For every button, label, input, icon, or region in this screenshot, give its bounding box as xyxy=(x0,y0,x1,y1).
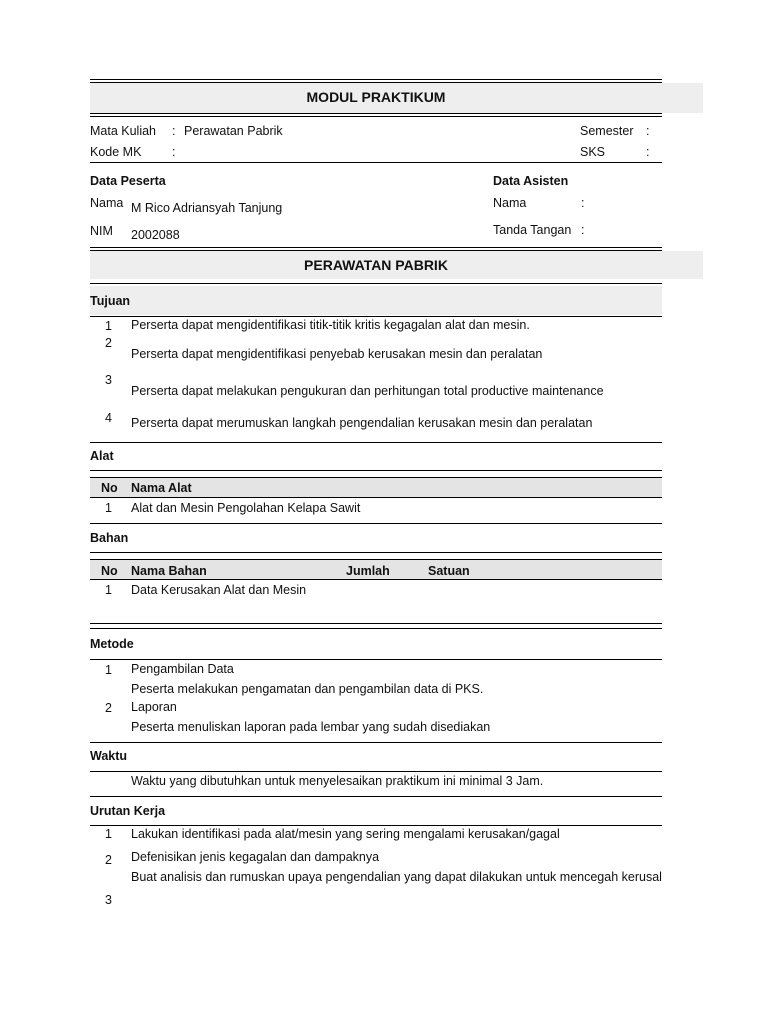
alat-col-nama: Nama Alat xyxy=(131,481,192,495)
bahan-rule-top xyxy=(90,523,662,524)
table-row-no: 1 xyxy=(105,501,112,515)
tujuan-number: 1 xyxy=(105,319,112,333)
tujuan-number: 4 xyxy=(105,411,112,425)
colon: : xyxy=(646,124,650,138)
metode-title: Laporan xyxy=(131,700,177,714)
nim-value: 2002088 xyxy=(131,228,180,242)
urutan-heading: Urutan Kerja xyxy=(90,804,166,818)
metode-number: 2 xyxy=(105,701,112,715)
urutan-number: 2 xyxy=(105,853,112,867)
section-rule-2 xyxy=(90,250,662,251)
urutan-number: 1 xyxy=(105,827,112,841)
waktu-heading: Waktu xyxy=(90,749,128,763)
colon: : xyxy=(646,145,650,159)
metode-rule-top xyxy=(90,623,662,624)
info-rule xyxy=(90,162,662,163)
nama-label: Nama xyxy=(90,196,124,210)
tujuan-item: Perserta dapat melakukan pengukuran dan perhitungan total productive maintenance xyxy=(131,384,604,398)
title-rule-2 xyxy=(90,116,662,117)
colon: : xyxy=(172,124,176,138)
data-peserta-heading: Data Peserta xyxy=(90,174,166,188)
nama-value: M Rico Adriansyah Tanjung xyxy=(131,201,283,215)
top-rule xyxy=(90,79,662,80)
colon: : xyxy=(581,223,585,237)
bahan-col-no: No xyxy=(101,564,118,578)
urutan-rule xyxy=(90,825,662,826)
tujuan-number: 3 xyxy=(105,373,112,387)
colon: : xyxy=(172,145,176,159)
bahan-heading: Bahan xyxy=(90,531,129,545)
mata-kuliah-value: Perawatan Pabrik xyxy=(184,124,283,138)
tujuan-rule xyxy=(90,316,662,317)
title-rule xyxy=(90,113,662,114)
data-asisten-heading: Data Asisten xyxy=(493,174,569,188)
section-title: PERAWATAN PABRIK xyxy=(304,257,448,273)
section-rule-3 xyxy=(90,283,662,284)
section-rule xyxy=(90,247,662,248)
bahan-table-rule xyxy=(90,579,662,580)
urutan-item: Defenisikan jenis kegagalan dan dampaknya xyxy=(131,850,380,864)
bahan-col-nama: Nama Bahan xyxy=(131,564,207,578)
tujuan-item: Perserta dapat mengidentifikasi titik-titik kritis kegagalan alat dan mesin. xyxy=(131,318,530,332)
tujuan-heading: Tujuan xyxy=(90,294,131,308)
table-row-nama: Alat dan Mesin Pengolahan Kelapa Sawit xyxy=(131,501,361,515)
top-rule-2 xyxy=(90,82,662,83)
bahan-rule xyxy=(90,552,662,553)
bahan-col-jumlah: Jumlah xyxy=(346,564,390,578)
urutan-item: Lakukan identifikasi pada alat/mesin yang sering mengalami kerusakan/gagal xyxy=(131,827,560,841)
colon: : xyxy=(581,196,585,210)
mata-kuliah-label: Mata Kuliah xyxy=(90,124,157,138)
metode-desc: Peserta melakukan pengamatan dan pengambilan data di PKS. xyxy=(131,682,484,696)
metode-rule xyxy=(90,659,662,660)
alat-table-rule xyxy=(90,497,662,498)
alat-rule-top xyxy=(90,442,662,443)
waktu-rule xyxy=(90,771,662,772)
table-row-no: 1 xyxy=(105,583,112,597)
metode-number: 1 xyxy=(105,663,112,677)
tujuan-item: Perserta dapat mengidentifikasi penyebab kerusakan mesin dan peralatan xyxy=(131,347,543,361)
urutan-item: Buat analisis dan rumuskan upaya pengendalian yang dapat dilakukan untuk mencegah kerusal xyxy=(131,870,662,884)
tujuan-number: 2 xyxy=(105,336,112,350)
tujuan-item: Perserta dapat merumuskan langkah pengendalian kerusakan mesin dan peralatan xyxy=(131,416,593,430)
urutan-rule-top xyxy=(90,796,662,797)
metode-title: Pengambilan Data xyxy=(131,662,234,676)
nim-label: NIM xyxy=(90,224,113,238)
waktu-rule-top xyxy=(90,742,662,743)
metode-rule-top-2 xyxy=(90,628,662,629)
alat-rule xyxy=(90,470,662,471)
urutan-number: 3 xyxy=(105,893,112,907)
sks-label: SKS xyxy=(580,145,606,159)
page-title: MODUL PRAKTIKUM xyxy=(306,89,446,105)
metode-heading: Metode xyxy=(90,637,134,651)
alat-col-no: No xyxy=(101,481,118,495)
bahan-col-satuan: Satuan xyxy=(428,564,470,578)
tanda-tangan-label: Tanda Tangan xyxy=(493,223,572,237)
tujuan-band xyxy=(90,286,662,315)
kode-mk-label: Kode MK xyxy=(90,145,142,159)
waktu-text: Waktu yang dibutuhkan untuk menyelesaikan praktikum ini minimal 3 Jam. xyxy=(131,774,544,788)
metode-desc: Peserta menuliskan laporan pada lembar yang sudah disediakan xyxy=(131,720,491,734)
table-row-nama: Data Kerusakan Alat dan Mesin xyxy=(131,583,307,597)
semester-label: Semester xyxy=(580,124,634,138)
asisten-nama-label: Nama xyxy=(493,196,527,210)
alat-heading: Alat xyxy=(90,449,114,463)
